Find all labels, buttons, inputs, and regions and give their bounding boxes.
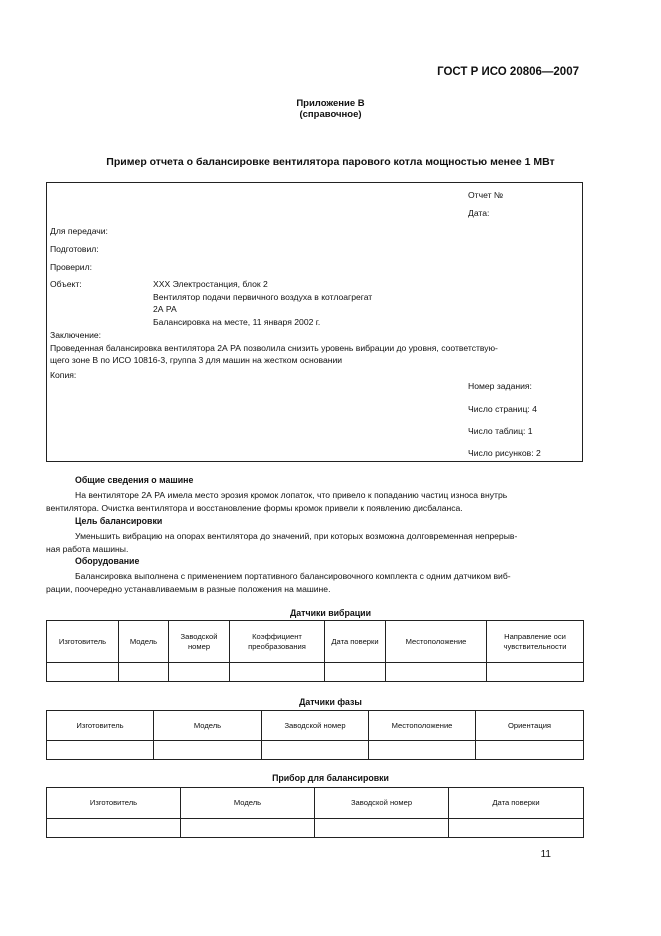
table-header-row <box>47 788 584 819</box>
appendix-heading <box>0 98 661 120</box>
report-title: Пример отчета о балансировке вентилятора парового котла мощностью менее 1 МВт <box>106 156 555 168</box>
equipment-text <box>46 570 586 595</box>
header-cell: Направление оси чувствительности <box>487 621 584 663</box>
empty-cell[interactable] <box>487 663 584 682</box>
checked-by-label: Проверил: <box>50 262 92 272</box>
empty-cell[interactable] <box>262 741 369 760</box>
object-line: ХХХ Электростанция, блок 2 <box>153 279 268 289</box>
conclusion-label: Заключение: <box>50 330 102 340</box>
paragraph-line: вентилятора. Очистка вентилятора и восстановление формы кромок привели к появлению дисбаланса. <box>46 502 463 513</box>
vibration-sensors-title: Датчики вибрации <box>290 608 371 618</box>
empty-cell[interactable] <box>369 741 476 760</box>
paragraph-line: Балансировка выполнена с применением портативного балансировочного комплекта с одним датчиком виб- <box>75 571 511 581</box>
appendix-title: Приложение В <box>296 98 365 109</box>
empty-cell[interactable] <box>325 663 386 682</box>
report-number-label: Отчет № <box>468 190 504 200</box>
empty-cell[interactable] <box>230 663 325 682</box>
empty-cell[interactable] <box>47 819 181 838</box>
empty-cell[interactable] <box>47 663 119 682</box>
empty-cell[interactable] <box>476 741 584 760</box>
page-number: 11 <box>540 849 551 860</box>
object-label: Объект: <box>50 279 82 289</box>
document-standard-number: ГОСТ Р ИСО 20806—2007 <box>437 66 579 78</box>
task-number-label: Номер задания: <box>468 381 532 391</box>
machine-info-heading: Общие сведения о машине <box>75 475 194 485</box>
balancing-goal-heading: Цель балансировки <box>75 516 163 526</box>
empty-cell[interactable] <box>315 819 449 838</box>
equipment-heading: Оборудование <box>75 556 140 566</box>
empty-cell[interactable] <box>386 663 487 682</box>
paragraph-line: ная работа машины. <box>46 543 129 554</box>
header-cell: Местоположение <box>386 621 487 663</box>
object-line: Балансировка на месте, 11 января 2002 г. <box>153 316 321 327</box>
header-cell: Ориентация <box>476 711 584 741</box>
empty-cell[interactable] <box>47 741 154 760</box>
prepared-by-label: Подготовил: <box>50 244 99 254</box>
empty-cell[interactable] <box>449 819 584 838</box>
table-row <box>47 663 584 682</box>
header-cell: Дата поверки <box>449 788 584 819</box>
conclusion-line: щего зоне В по ИСО 10816-3, группа 3 для машин на жестком основании <box>50 355 343 365</box>
header-cell: Заводской номер <box>315 788 449 819</box>
phase-sensors-title: Датчики фазы <box>299 697 362 707</box>
balancing-goal-text <box>46 530 586 555</box>
table-row <box>47 819 584 838</box>
paragraph-line: На вентиляторе 2А РА имела место эрозия кромок лопаток, что привело к попаданию частиц износа внутрь <box>75 490 508 500</box>
vibration-sensors-table <box>46 620 584 682</box>
page-count-label: Число страниц: 4 <box>468 404 537 414</box>
copy-label: Копия: <box>50 370 77 380</box>
header-cell: Модель <box>181 788 315 819</box>
header-cell: Изготовитель <box>47 788 181 819</box>
empty-cell[interactable] <box>181 819 315 838</box>
table-header-row <box>47 711 584 741</box>
table-count-label: Число таблиц: 1 <box>468 426 533 436</box>
header-cell: Заводской номер <box>169 621 230 663</box>
appendix-subtitle: (справочное) <box>299 109 362 120</box>
header-cell: Изготовитель <box>47 711 154 741</box>
header-cell: Дата поверки <box>325 621 386 663</box>
header-cell: Местоположение <box>369 711 476 741</box>
balancing-instrument-table <box>46 787 584 838</box>
date-label: Дата: <box>468 208 490 218</box>
header-cell: Изготовитель <box>47 621 119 663</box>
header-cell: Модель <box>154 711 262 741</box>
paragraph-line: рации, поочередно устанавливаемым в разные положения на машине. <box>46 583 331 594</box>
object-line: Вентилятор подачи первичного воздуха в котлоагрегат <box>153 291 373 302</box>
phase-sensors-table <box>46 710 584 760</box>
object-details <box>153 278 372 328</box>
figure-count-label: Число рисунков: 2 <box>468 448 541 458</box>
conclusion-line: Проведенная балансировка вентилятора 2А РА позволила снизить уровень вибрации до уровня, соответствую- <box>50 342 498 353</box>
empty-cell[interactable] <box>169 663 230 682</box>
balancing-instrument-title: Прибор для балансировки <box>272 773 389 783</box>
conclusion-block <box>50 329 498 367</box>
table-row <box>47 741 584 760</box>
object-line: 2А РА <box>153 304 177 314</box>
header-cell: Модель <box>119 621 169 663</box>
empty-cell[interactable] <box>119 663 169 682</box>
table-header-row <box>47 621 584 663</box>
machine-info-text <box>46 489 586 514</box>
for-transfer-label: Для передачи: <box>50 226 108 236</box>
header-cell: Заводской номер <box>262 711 369 741</box>
empty-cell[interactable] <box>154 741 262 760</box>
header-cell: Коэффициент преобразования <box>230 621 325 663</box>
paragraph-line: Уменьшить вибрацию на опорах вентилятора до значений, при которых возможна долговременная непрерыв- <box>75 531 518 541</box>
